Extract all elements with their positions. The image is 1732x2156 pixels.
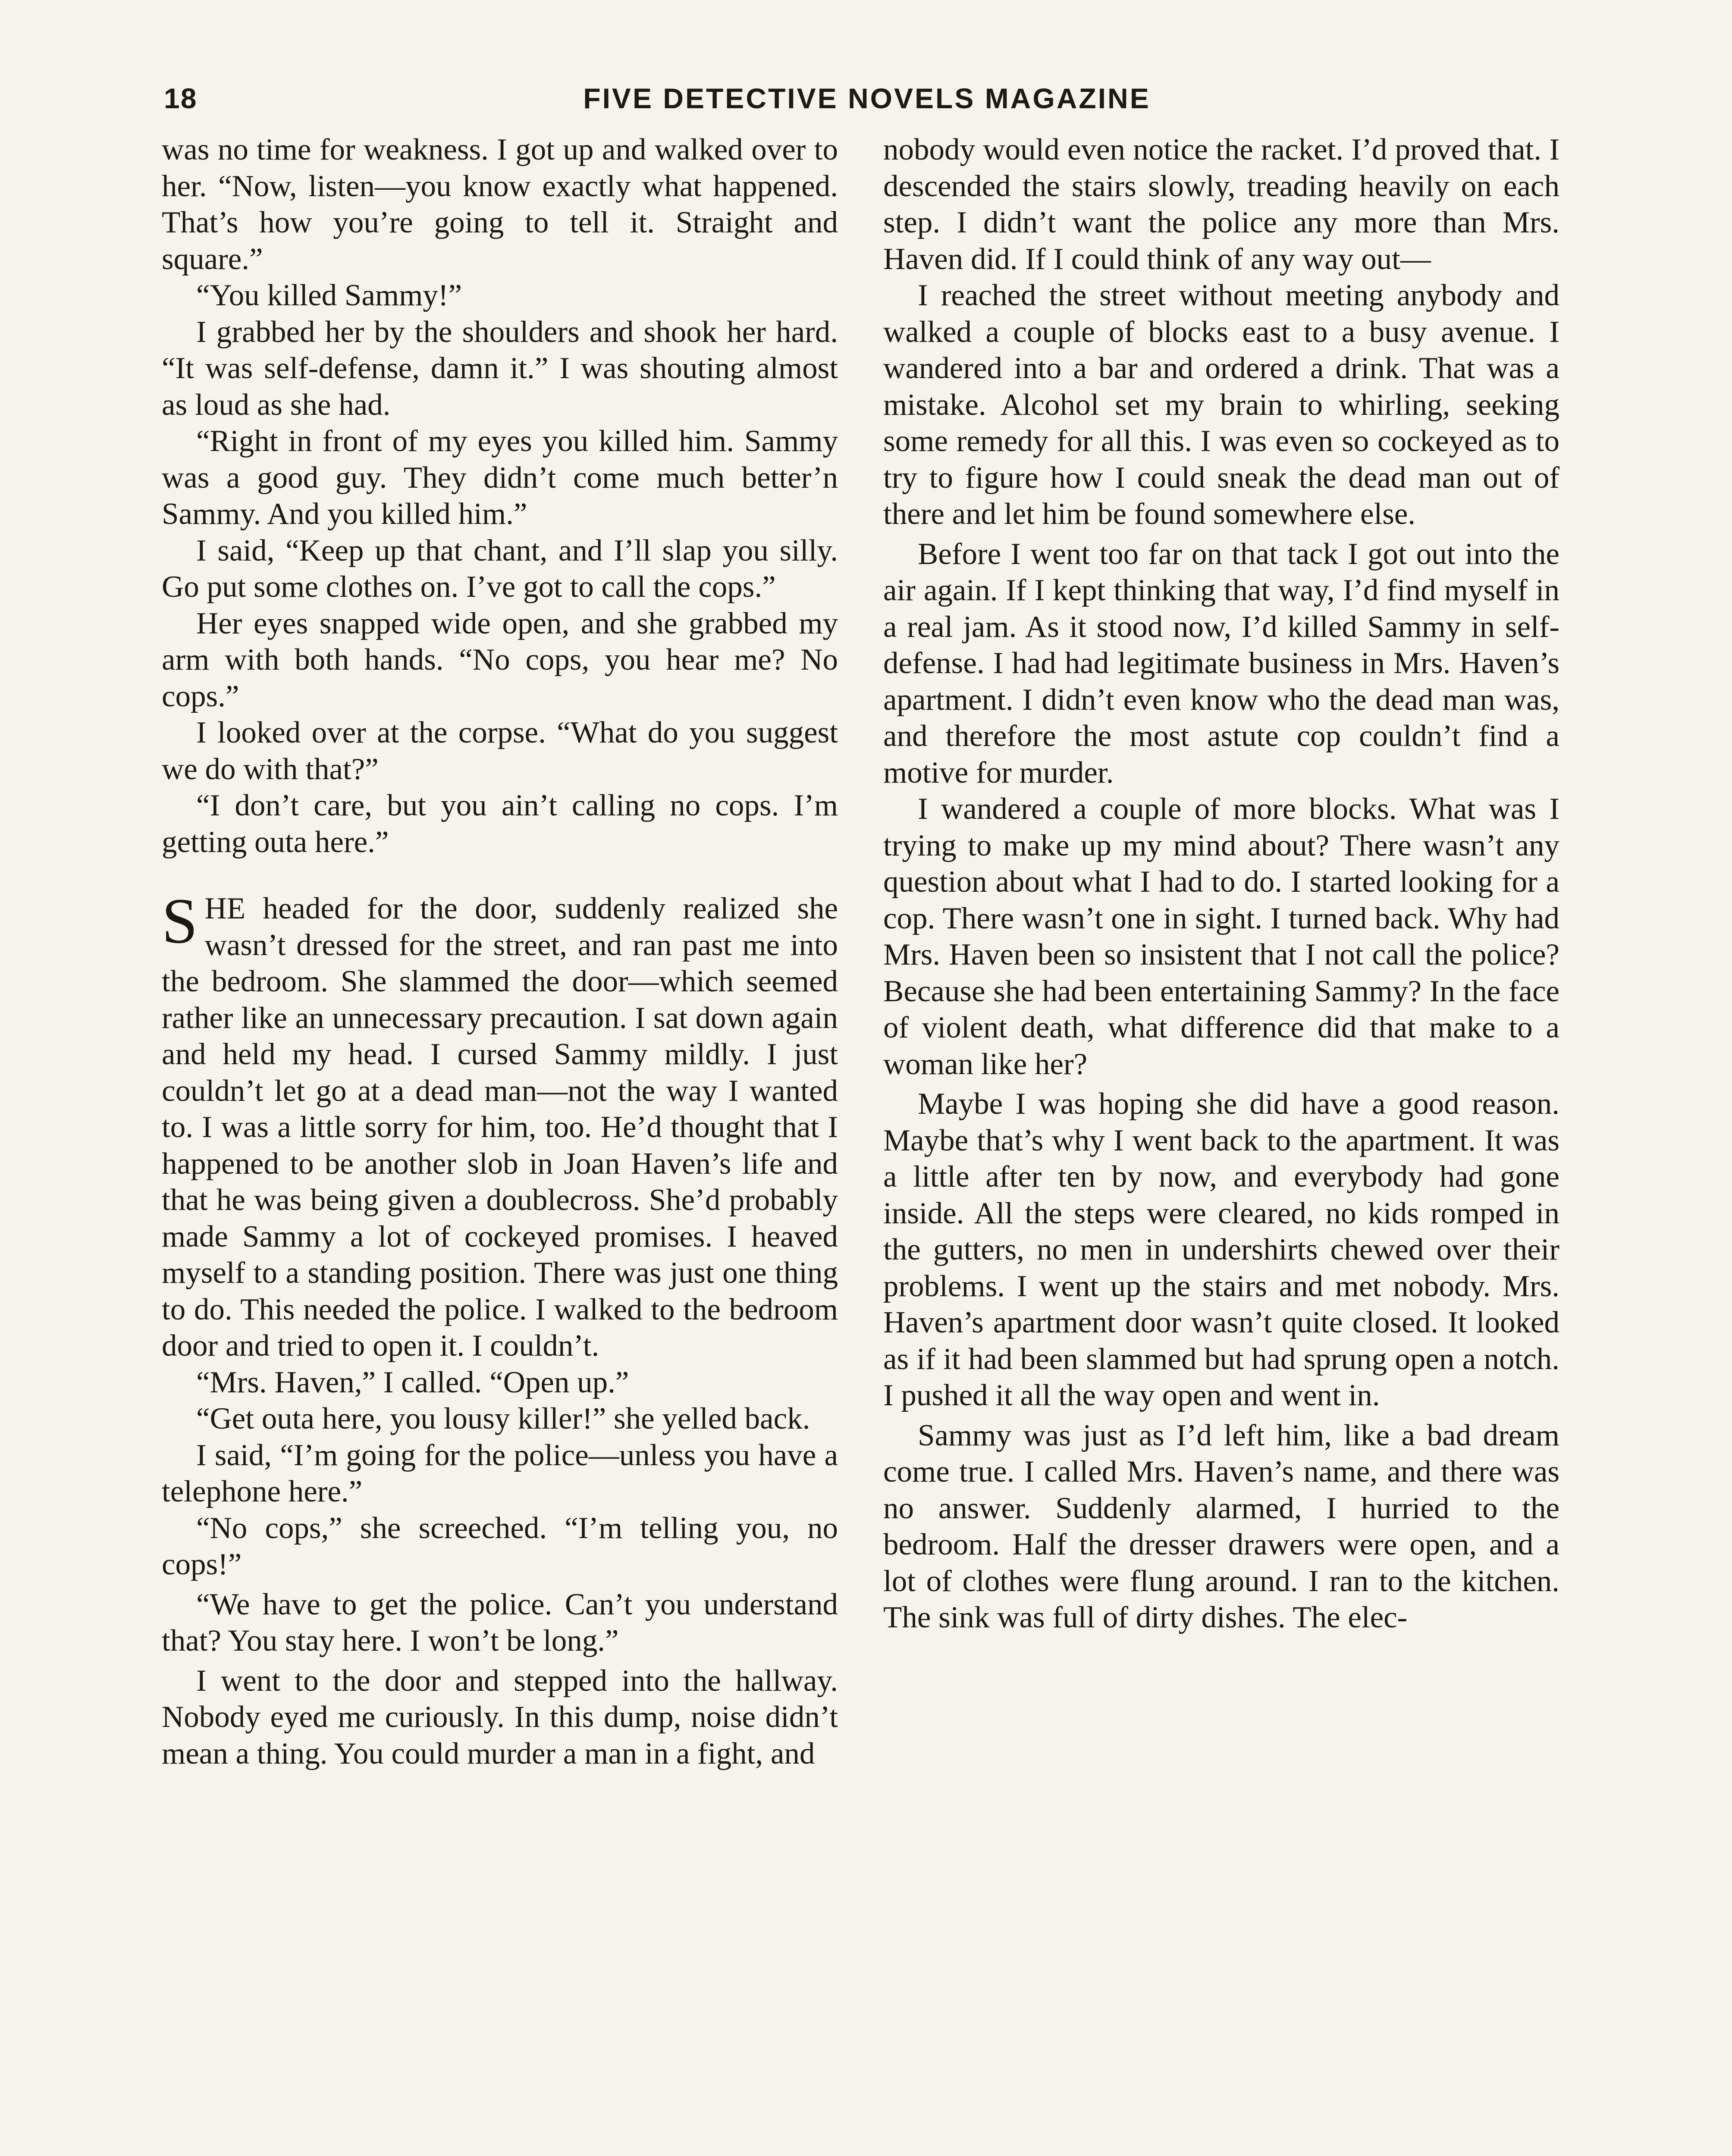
paragraph: “No cops,” she screeched. “I’m telling you, no cops!”	[162, 1511, 838, 1581]
paragraph: I went to the door and stepped into the hallway. Nobody eyed me curiously. In this dump, noise didn’t mean a thing. You could murder a man in a fight, and	[162, 1664, 838, 1771]
paragraph: “Get outa here, you lousy killer!” she yelled back.	[196, 1402, 810, 1435]
paragraph: I looked over at the corpse. “What do you suggest we do with that?”	[162, 716, 838, 786]
paragraph: “Mrs. Haven,” I called. “Open up.”	[196, 1365, 629, 1399]
paragraph: nobody would even notice the racket. I’d proved that. I descended the stairs slowly, treading heavily on each step. I didn’t want the police any more than Mrs. Haven did. If I could think of any way out—	[883, 133, 1559, 276]
paragraph: Her eyes snapped wide open, and she grabbed my arm with both hands. “No cops, you hear me? No cops.”	[162, 606, 838, 713]
right-column	[883, 132, 1559, 1636]
left-column	[162, 132, 838, 1772]
paragraph: Sammy was just as I’d left him, like a bad dream come true. I called Mrs. Haven’s name, and there was no answer. Suddenly alarmed, I hurried to the bedroom. Half the dresser drawers were open, and a lot of clothes were flung around. I ran to the kitchen. The sink was full of dirty dishes. The elec-	[883, 1418, 1559, 1634]
paragraph: I wandered a couple of more blocks. What was I trying to make up my mind about? There wasn’t any question about what I had to do. I started looking for a cop. There wasn’t one in sight. I turned back. Why had Mrs. Haven been so insistent that I not call the police? Because she had been entertaining Sammy? In the face of violent death, what difference did that make to a woman like her?	[883, 792, 1559, 1081]
paragraph: was no time for weakness. I got up and walked over to her. “Now, listen—you know exactly what happened. That’s how you’re going to tell it. Straight and square.”	[162, 133, 838, 276]
paragraph: I grabbed her by the shoulders and shook her hard. “It was self-defense, damn it.” I was shouting almost as loud as she had.	[162, 315, 838, 422]
drop-cap: S	[162, 885, 198, 957]
paragraph: “You killed Sammy!”	[196, 279, 462, 312]
paragraph: I said, “Keep up that chant, and I’ll slap you silly. Go put some clothes on. I’ve got to call the cops.”	[162, 533, 838, 604]
paragraph: I said, “I’m going for the police—unless you have a telephone here.”	[162, 1438, 838, 1508]
paragraph: “We have to get the police. Can’t you understand that? You stay here. I won’t be long.”	[162, 1587, 838, 1658]
paragraph: Before I went too far on that tack I got out into the air again. If I kept thinking that way, I’d find myself in a real jam. As it stood now, I’d killed Sammy in self-defense. I had had legitimate business in Mrs. Haven’s apartment. I didn’t even know who the dead man was, and therefore the most astute cop couldn’t find a motive for murder.	[883, 537, 1559, 790]
running-head: FIVE DETECTIVE NOVELS MAGAZINE	[583, 82, 1151, 114]
section-start-paragraph	[162, 885, 838, 1364]
paragraph: I reached the street without meeting anybody and walked a couple of blocks east to a busy avenue. I wandered into a bar and ordered a drink. That was a mistake. Alcohol set my brain to whirling, seeking some remedy for all this. I was even so cockeyed as to try to figure how I could sneak the dead man out of there and let him be found somewhere else.	[883, 279, 1559, 531]
paragraph: “Right in front of my eyes you killed him. Sammy was a good guy. They didn’t come much better’n Sammy. And you killed him.”	[162, 424, 838, 531]
paragraph: Maybe I was hoping she did have a good reason. Maybe that’s why I went back to the apartment. It was a little after ten by now, and everybody had gone inside. All the steps were cleared, no kids romped in the gutters, no men in undershirts chewed over their problems. I went up the stairs and met nobody. Mrs. Haven’s apartment door wasn’t quite closed. It looked as if it had been slammed but had sprung open a notch. I pushed it all the way open and went in.	[883, 1087, 1559, 1412]
page-number: 18	[164, 82, 198, 114]
paragraph: “I don’t care, but you ain’t calling no cops. I’m getting outa here.”	[162, 789, 838, 859]
section-text: HE headed for the door, suddenly realized she wasn’t dressed for the street, and ran past me into the bedroom. She slammed the door—which seemed rather like an unnecessary precaution. I sat down again and held my head. I cursed Sammy mildly. I just couldn’t let go at a dead man—not the way I wanted to. I was a little sorry for him, too. He’d thought that I happened to be another slob in Joan Haven’s life and that he was being given a doublecross. She’d probably made Sammy a lot of cockeyed promises. I heaved myself to a standing position. There was just one thing to do. This needed the police. I walked to the bedroom door and tried to open it. I couldn’t.	[162, 892, 838, 1363]
page-header	[164, 82, 1570, 125]
